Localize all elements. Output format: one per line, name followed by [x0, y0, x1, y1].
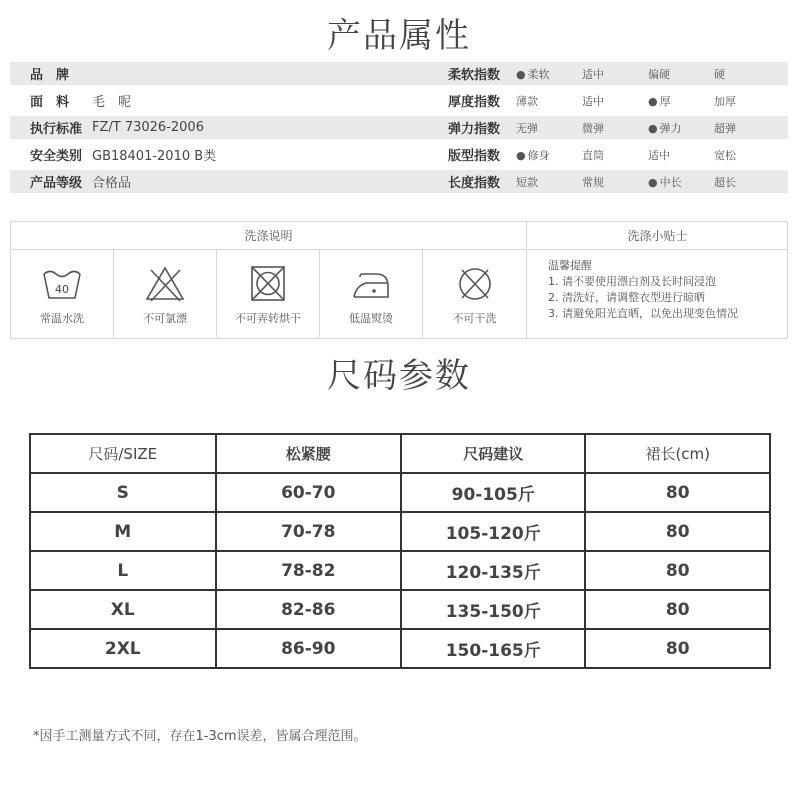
index-option-label: 无弹	[516, 121, 538, 135]
index-option	[714, 120, 780, 136]
header-cell: 尺码建议	[401, 434, 586, 473]
wash-cell	[320, 250, 423, 337]
wash-heading: 洗涤说明	[11, 222, 526, 250]
attribute-row	[10, 143, 788, 166]
tip-item: 3. 请避免阳光直晒，以免出现变色情况	[548, 307, 738, 320]
size-table	[29, 433, 771, 669]
index-option-label: 薄款	[516, 94, 538, 108]
weight-cell: 135-150斤	[401, 590, 586, 629]
index-option-label: 微弹	[582, 121, 604, 135]
measurement-note: *因手工测量方式不同，存在1-3cm误差，皆属合理范围。	[33, 729, 367, 744]
weight-cell: 105-120斤	[401, 512, 586, 551]
waist-cell: 86-90	[216, 629, 401, 668]
index-option-label: 弹力	[659, 121, 682, 135]
wash-cell	[423, 250, 526, 337]
waist-cell: 60-70	[216, 473, 401, 512]
size-cell: 2XL	[30, 629, 216, 668]
index-option	[648, 174, 714, 190]
table-row	[30, 629, 770, 668]
size-cell: L	[30, 551, 216, 590]
index-option	[516, 120, 582, 136]
index-key: 长度指数	[448, 176, 501, 191]
table-row	[30, 551, 770, 590]
tip-item: 1. 请不要使用漂白剂及长时间浸泡	[548, 275, 716, 288]
wash-instructions	[11, 222, 527, 338]
index-option	[582, 66, 648, 82]
index-option-label: 适中	[648, 148, 670, 162]
index-option	[714, 93, 780, 109]
table-row	[30, 590, 770, 629]
no-tumble-dry-icon	[247, 264, 289, 304]
length-cell: 80	[585, 590, 770, 629]
table-row	[30, 512, 770, 551]
size-cell: M	[30, 512, 216, 551]
size-cell: S	[30, 473, 216, 512]
table-header-row	[30, 434, 770, 473]
wash-cell	[217, 250, 320, 337]
attribute-value: FZ/T 73026-2006	[92, 120, 204, 135]
index-option	[648, 93, 714, 109]
index-option	[516, 66, 582, 82]
index-key: 柔软指数	[448, 68, 501, 83]
attribute-key: 执行标准	[30, 122, 83, 137]
index-options	[516, 66, 788, 82]
index-option-label: 加厚	[714, 94, 736, 108]
index-option	[582, 174, 648, 190]
header-cell: 松紧腰	[216, 434, 401, 473]
wash-label: 不可氯漂	[143, 312, 187, 325]
length-cell: 80	[585, 473, 770, 512]
index-option-label: 适中	[582, 94, 604, 108]
selected-bullet-icon: ●	[516, 148, 526, 162]
waist-cell: 78-82	[216, 551, 401, 590]
index-option-label: 超弹	[714, 121, 736, 135]
weight-cell: 150-165斤	[401, 629, 586, 668]
index-option-label: 常规	[582, 175, 604, 189]
attribute-value: GB18401-2010 B类	[92, 149, 217, 164]
tips-list	[528, 250, 787, 322]
selected-bullet-icon: ●	[648, 175, 658, 189]
index-options	[516, 174, 788, 190]
index-option-label: 短款	[516, 175, 538, 189]
attribute-row	[10, 62, 788, 85]
header-cell: 尺码/SIZE	[30, 434, 216, 473]
tips-heading: 洗涤小贴士	[528, 222, 787, 250]
attribute-row	[10, 116, 788, 139]
index-option	[648, 66, 714, 82]
wash-cell	[114, 250, 217, 337]
wash-label: 低温熨烫	[349, 312, 393, 325]
index-options	[516, 120, 788, 136]
index-key: 厚度指数	[448, 95, 501, 110]
index-option-label: 修身	[527, 148, 550, 162]
wash-temp: 40	[55, 283, 69, 296]
index-option	[582, 147, 648, 163]
wash-label: 不可干洗	[452, 312, 497, 325]
table-row	[30, 473, 770, 512]
index-options	[516, 93, 788, 109]
index-option	[582, 120, 648, 136]
index-option	[648, 120, 714, 136]
no-bleach-icon	[144, 264, 186, 304]
attribute-key: 品 牌	[30, 68, 70, 83]
attributes-block	[10, 62, 788, 197]
wash-icons	[11, 250, 526, 337]
size-title: 尺码参数	[327, 356, 471, 396]
index-option-label: 中长	[659, 175, 682, 189]
selected-bullet-icon: ●	[648, 94, 658, 108]
wash-section	[10, 221, 788, 339]
attributes-title: 产品属性	[327, 16, 471, 56]
attribute-value: 毛 呢	[92, 95, 132, 110]
index-option	[516, 147, 582, 163]
size-cell: XL	[30, 590, 216, 629]
index-key: 版型指数	[448, 149, 501, 164]
selected-bullet-icon: ●	[648, 121, 658, 135]
index-option-label: 厚	[659, 94, 671, 108]
index-option-label: 超长	[714, 175, 736, 189]
attribute-key: 产品等级	[30, 176, 83, 191]
index-option	[582, 93, 648, 109]
header-cell: 裙长(cm)	[585, 434, 770, 473]
wash-label: 常温水洗	[40, 312, 84, 325]
attribute-key: 面 料	[30, 95, 70, 110]
index-option-label: 宽松	[714, 148, 736, 162]
index-option-label: 直筒	[582, 148, 604, 162]
tips-title: 温馨提醒	[548, 259, 592, 272]
index-option-label: 适中	[582, 67, 604, 81]
waist-cell: 82-86	[216, 590, 401, 629]
index-option	[648, 147, 714, 163]
tip-item: 2. 清洗好，请调整衣型进行晾晒	[548, 291, 705, 304]
index-option-label: 柔软	[527, 67, 550, 81]
index-option	[516, 174, 582, 190]
index-option	[714, 147, 780, 163]
low-iron-icon	[350, 264, 392, 304]
attribute-row	[10, 170, 788, 193]
index-option-label: 偏硬	[648, 67, 670, 81]
waist-cell: 70-78	[216, 512, 401, 551]
selected-bullet-icon: ●	[516, 67, 526, 81]
length-cell: 80	[585, 629, 770, 668]
wash-label: 不可弄转烘干	[235, 312, 301, 325]
no-dry-clean-icon	[454, 264, 496, 304]
length-cell: 80	[585, 551, 770, 590]
length-cell: 80	[585, 512, 770, 551]
wash-cell	[11, 250, 114, 337]
index-option-label: 硬	[714, 67, 725, 81]
index-key: 弹力指数	[448, 122, 501, 137]
index-option	[714, 174, 780, 190]
attribute-row	[10, 89, 788, 112]
attribute-key: 安全类别	[30, 149, 83, 164]
weight-cell: 90-105斤	[401, 473, 586, 512]
wash-tips	[528, 222, 787, 338]
index-option	[714, 66, 780, 82]
wash-40-icon	[41, 264, 83, 304]
attribute-value: 合格品	[92, 176, 132, 191]
index-option	[516, 93, 582, 109]
weight-cell: 120-135斤	[401, 551, 586, 590]
index-options	[516, 147, 788, 163]
